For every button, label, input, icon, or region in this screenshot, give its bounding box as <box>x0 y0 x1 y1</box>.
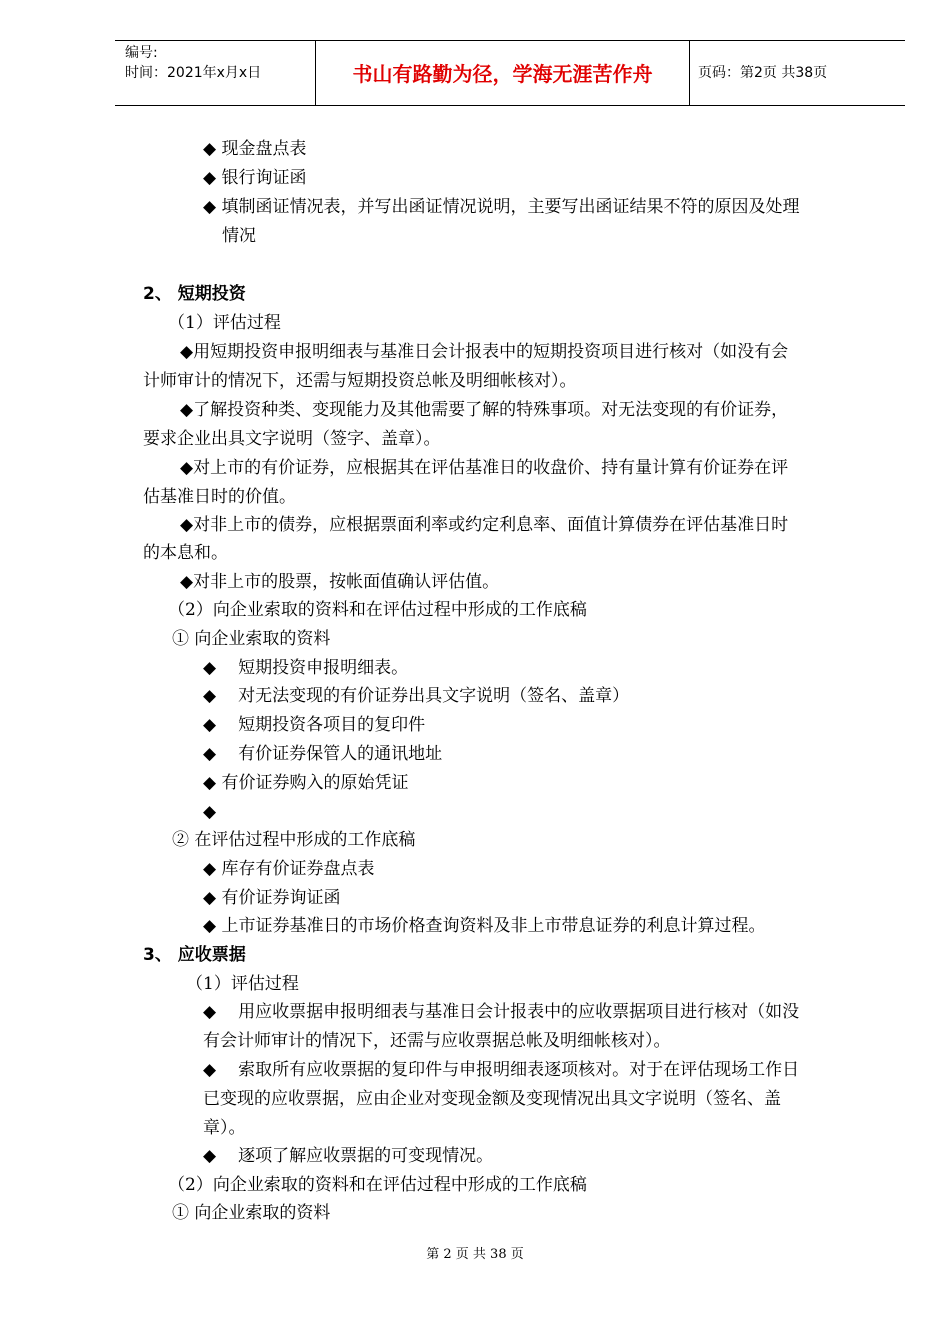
line-text: ◆ 有价证券询证函 <box>203 888 341 908</box>
text-line <box>203 713 425 737</box>
line-text-rest: 逐项了解应收票据的可变现情况。 <box>238 1146 494 1166</box>
line-text-rest: 有价证券保管人的通讯地址 <box>238 744 443 764</box>
line-text: ◆ 银行询证函 <box>203 168 307 188</box>
line-text: ◆ <box>203 1146 217 1166</box>
text-line <box>203 742 442 766</box>
header-motto-cell <box>315 41 690 105</box>
line-text: ◆ <box>203 744 217 764</box>
line-text: 有会计师审计的情况下，还需与应收票据总帐及明细帐核对）。 <box>203 1031 671 1051</box>
header-meta <box>115 41 315 105</box>
text-line <box>203 684 629 708</box>
text-line <box>172 828 415 852</box>
text-line <box>180 340 788 364</box>
text-line <box>203 137 306 161</box>
motto: 书山有路勤为径，学海无涯苦作舟 <box>352 62 653 86</box>
line-text: 3、 应收票据 <box>143 945 246 965</box>
line-text: 的本息和。 <box>143 543 228 563</box>
line-text: ◆了解投资种类、变现能力及其他需要了解的特殊事项。对无法变现的有价证券， <box>180 400 789 420</box>
line-text: ◆ <box>203 1060 217 1080</box>
line-text: ◆ 有价证券购入的原始凭证 <box>203 773 409 793</box>
page-info: 页码：第2页 共38页 <box>698 65 828 81</box>
line-text: ◆对非上市的股票，按帐面值确认评估值。 <box>180 572 500 592</box>
line-text: ① 向企业索取的资料 <box>172 629 331 649</box>
line-text: ① 向企业索取的资料 <box>172 1203 331 1223</box>
line-text: ◆ 上市证券基准日的市场价格查询资料及非上市带息证券的利息计算过程。 <box>203 916 766 936</box>
line-text: ◆ <box>203 1002 217 1022</box>
text-line <box>180 398 788 422</box>
line-text-rest: 索取所有应收票据的复印件与申报明细表逐项核对。对于在评估现场工作日 <box>238 1060 800 1080</box>
page-header <box>115 40 905 106</box>
text-line <box>143 541 228 565</box>
line-text: ◆ 填制函证情况表，并写出函证情况说明，主要写出函证结果不符的原因及处理 <box>203 197 800 217</box>
text-line <box>180 513 788 537</box>
text-line <box>203 914 765 938</box>
line-text: 2、 短期投资 <box>143 284 246 304</box>
text-line <box>203 1087 781 1111</box>
line-text: 章）。 <box>203 1118 246 1138</box>
line-text: ② 在评估过程中形成的工作底稿 <box>172 830 416 850</box>
text-line <box>180 456 788 480</box>
text-line <box>143 485 296 509</box>
line-text: ◆对上市的有价证券，应根据其在评估基准日的收盘价、持有量计算有价证券在评 <box>180 458 789 478</box>
text-line <box>203 195 799 219</box>
line-text: ◆ 库存有价证券盘点表 <box>203 859 375 879</box>
text-line <box>172 1201 330 1225</box>
text-line <box>172 627 330 651</box>
section-heading <box>143 943 246 967</box>
text-line <box>143 369 577 393</box>
line-text: ◆ <box>203 686 217 706</box>
line-text: （1）评估过程 <box>168 313 281 333</box>
text-line <box>143 427 441 451</box>
line-text: （2）向企业索取的资料和在评估过程中形成的工作底稿 <box>168 600 587 620</box>
line-text-rest: 对无法变现的有价证券出具文字说明（签名、盖章） <box>238 686 630 706</box>
text-line <box>203 1116 246 1140</box>
text-line <box>168 598 587 622</box>
time-label: 时间：2021年x月x日 <box>125 65 262 81</box>
line-text: ◆用短期投资申报明细表与基准日会计报表中的短期投资项目进行核对（如没有会 <box>180 342 789 362</box>
text-line <box>203 1144 493 1168</box>
section-heading <box>143 282 246 306</box>
line-text: 计师审计的情况下，还需与短期投资总帐及明细帐核对）。 <box>143 371 577 391</box>
text-line <box>203 656 408 680</box>
line-text: 估基准日时的价值。 <box>143 487 296 507</box>
text-line <box>203 886 340 910</box>
code-label: 编号: <box>125 45 158 61</box>
line-text: 情况 <box>222 226 256 246</box>
line-text-rest: 短期投资各项目的复印件 <box>238 715 426 735</box>
line-text: ◆ <box>203 715 217 735</box>
page-footer: 第 2 页 共 38 页 <box>426 1247 524 1262</box>
text-line <box>186 972 299 996</box>
text-line <box>180 570 499 594</box>
text-line <box>203 800 216 824</box>
text-line <box>203 1000 799 1024</box>
line-text: ◆ <box>203 802 217 822</box>
text-line <box>168 1173 587 1197</box>
text-line <box>203 166 306 190</box>
text-line <box>203 857 374 881</box>
line-text: （2）向企业索取的资料和在评估过程中形成的工作底稿 <box>168 1175 587 1195</box>
text-line <box>203 771 408 795</box>
text-line <box>168 311 281 335</box>
line-text-rest: 短期投资申报明细表。 <box>238 658 409 678</box>
line-text: ◆ 现金盘点表 <box>203 139 307 159</box>
text-line <box>203 1029 671 1053</box>
line-text: （1）评估过程 <box>186 974 299 994</box>
line-text-rest: 用应收票据申报明细表与基准日会计报表中的应收票据项目进行核对（如没 <box>238 1002 800 1022</box>
text-line <box>203 1058 799 1082</box>
line-text: 要求企业出具文字说明（签字、盖章）。 <box>143 429 441 449</box>
text-line <box>222 224 256 248</box>
line-text: 已变现的应收票据，应由企业对变现金额及变现情况出具文字说明（签名、盖 <box>203 1089 781 1109</box>
line-text: ◆ <box>203 658 217 678</box>
line-text: ◆对非上市的债券，应根据票面利率或约定利息率、面值计算债券在评估基准日时 <box>180 515 789 535</box>
